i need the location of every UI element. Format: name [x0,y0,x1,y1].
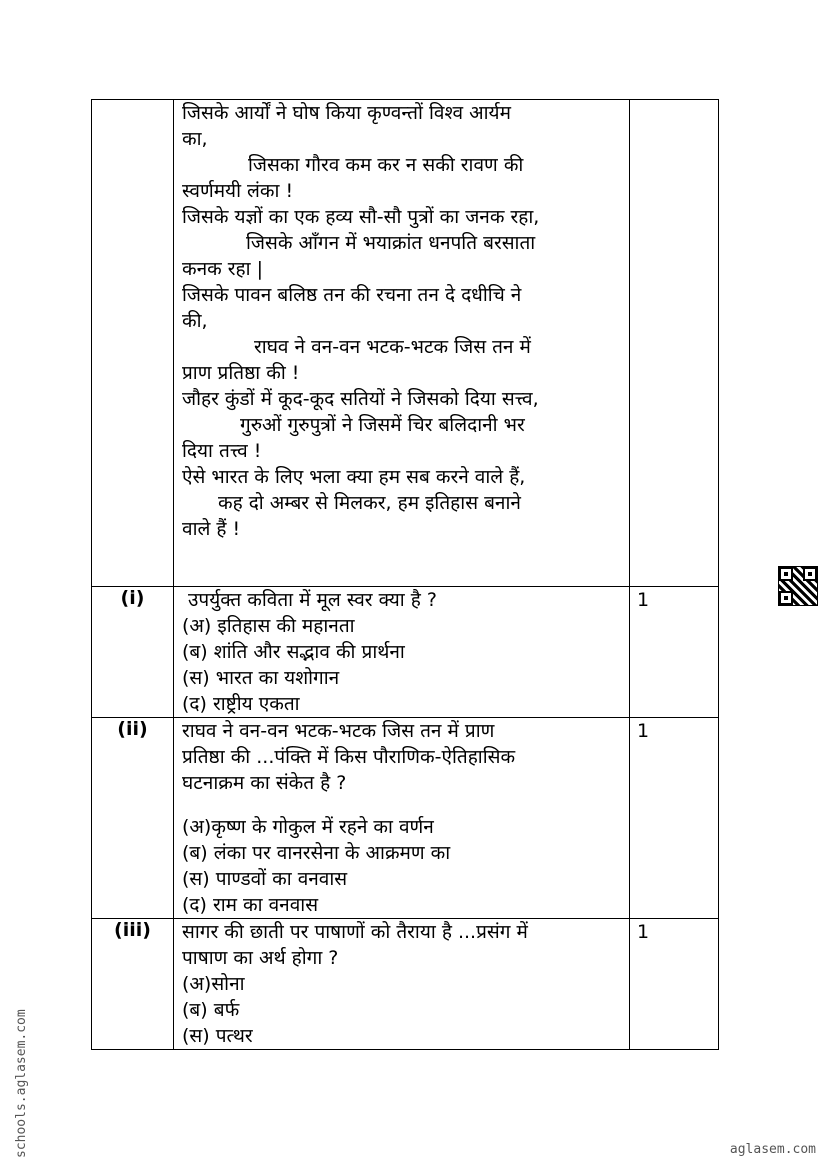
question-text: राघव ने वन-वन भटक-भटक जिस तन में प्राण [182,720,495,742]
question-number: (iii) [92,919,174,1050]
poem-line: दिया तत्त्व ! [182,440,262,462]
poem-number-cell [92,100,174,587]
question-table [91,99,719,1050]
option: (ब) लंका पर वानरसेना के आक्रमण का [182,842,451,864]
poem-marks-cell [630,100,719,587]
option: (अ)कृष्ण के गोकुल में रहने का वर्णन [182,816,434,838]
option: (ब) बर्फ [182,999,240,1021]
side-watermark: schools.aglasem.com [14,1009,29,1158]
question-marks: 1 [630,919,719,1050]
question-text: पाषाण का अर्थ होगा ? [182,947,339,969]
option: (अ) इतिहास की महानता [182,615,355,637]
qr-eye-icon [779,567,793,581]
poem-line: कनक रहा | [182,258,263,280]
poem-line: जिसका गौरव कम कर न सकी रावण की [248,154,524,176]
option: (स) पत्थर [182,1025,253,1047]
poem-line: ऐसे भारत के लिए भला क्या हम सब करने वाले हैं, [182,466,526,488]
poem-line: जिसके पावन बलिष्ठ तन की रचना तन दे दधीचि ने [182,284,522,306]
option: (स) पाण्डवों का वनवास [182,868,348,890]
bottom-watermark: aglasem.com [729,1142,816,1157]
option: (स) भारत का यशोगान [182,667,340,689]
question-cell [174,919,630,1050]
question-text: उपर्युक्त कविता में मूल स्वर क्या है ? [188,589,437,611]
question-cell [174,587,630,718]
option: (द) राम का वनवास [182,894,319,916]
question-number: (ii) [92,718,174,919]
poem-line: जिसके आर्यों ने घोष किया कृण्वन्तों विश्व आर्यम [182,102,511,124]
question-marks: 1 [630,587,719,718]
poem-row [92,100,719,587]
option: (ब) शांति और सद्भाव की प्रार्थना [182,641,405,663]
poem-line: गुरुओं गुरुपुत्रों ने जिसमें चिर बलिदानी भर [240,414,525,436]
question-text: घटनाक्रम का संकेत है ? [182,772,347,794]
poem-cell [174,100,630,587]
poem-line: राघव ने वन-वन भटक-भटक जिस तन में [254,336,531,358]
poem-line: जिसके यज्ञों का एक हव्य सौ-सौ पुत्रों का जनक रहा, [182,206,540,228]
question-text: प्रतिष्ठा की ...पंक्ति में किस पौराणिक-ऐतिहासिक [182,746,516,768]
question-row [92,587,719,718]
poem-line: की, [182,310,208,332]
question-row [92,718,719,919]
question-row [92,919,719,1050]
poem-line: जौहर कुंडों में कूद-कूद सतियों ने जिसको दिया सत्त्व, [182,388,539,410]
poem-line: कह दो अम्बर से मिलकर, हम इतिहास बनाने [218,492,521,514]
qr-eye-icon [803,567,817,581]
question-cell [174,718,630,919]
poem-line: स्वर्णमयी लंका ! [182,180,294,202]
option: (द) राष्ट्रीय एकता [182,693,300,715]
spacer [182,796,623,814]
qr-eye-icon [779,591,793,605]
poem-line: का, [182,128,208,150]
question-marks: 1 [630,718,719,919]
poem-line: जिसके आँगन में भयाक्रांत धनपति बरसाता [246,232,536,254]
poem-line: वाले हैं ! [182,518,241,540]
question-number: (i) [92,587,174,718]
poem-line: प्राण प्रतिष्ठा की ! [182,362,300,384]
qr-code-icon [778,566,818,606]
option: (अ)सोना [182,973,245,995]
question-text: सागर की छाती पर पाषाणों को तैराया है ...प्रसंग में [182,921,528,943]
